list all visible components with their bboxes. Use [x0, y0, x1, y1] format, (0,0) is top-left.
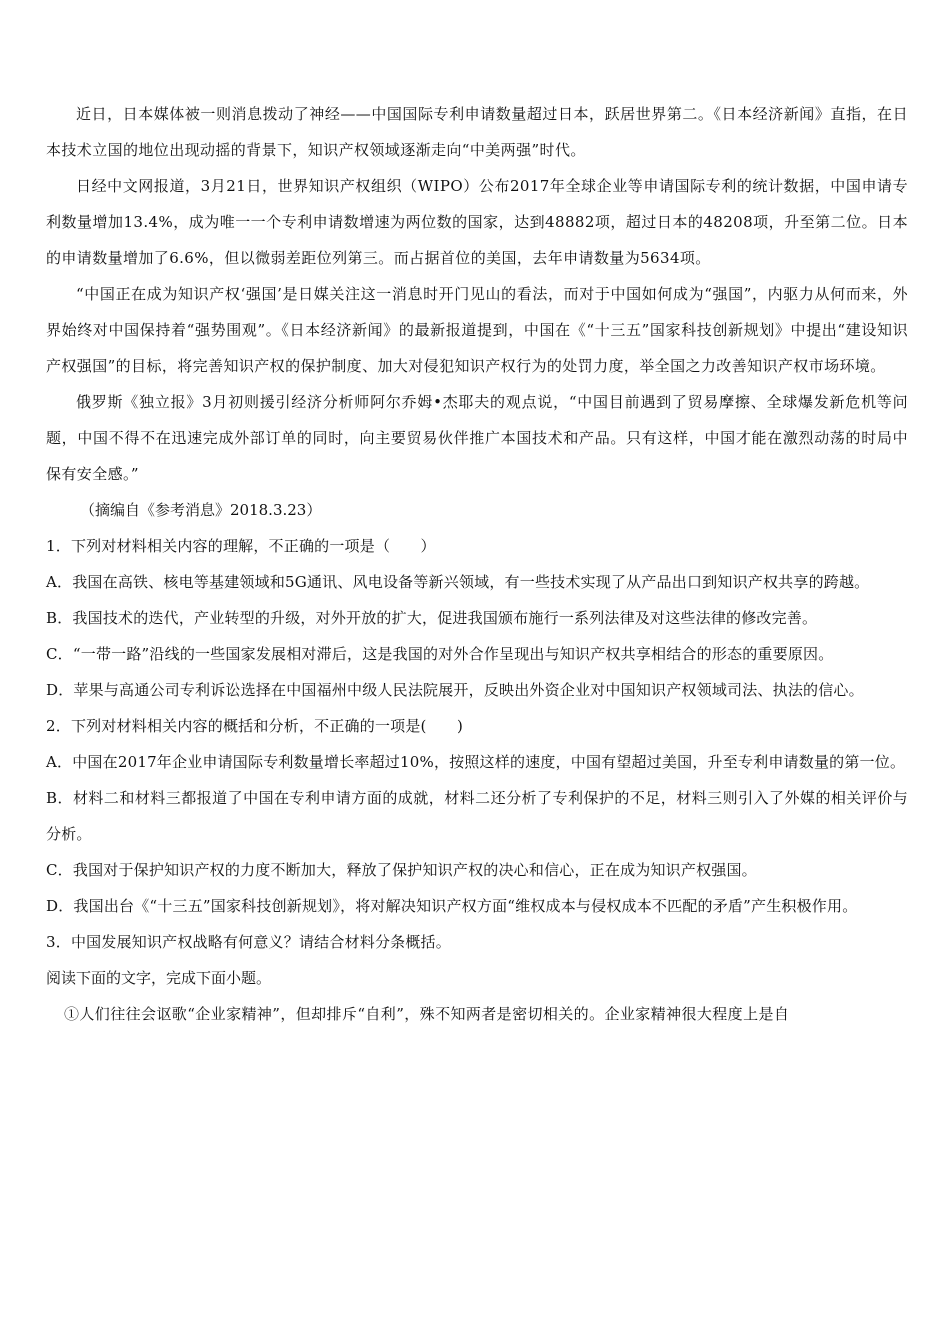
question-1-option-d: D．苹果与高通公司专利诉讼选择在中国福州中级人民法院展开，反映出外资企业对中国知识产权领域司法、执法的信心。	[46, 681, 864, 699]
question-3-stem: 3．中国发展知识产权战略有何意义？请结合材料分条概括。	[46, 933, 451, 951]
passage-paragraph-1: 近日，日本媒体被一则消息拨动了神经——中国国际专利申请数量超过日本，跃居世界第二。《日本经济新闻》直指，在日本技术立国的地位出现动摇的背景下，知识产权领域逐渐走向“中美两强”时代。	[46, 105, 908, 159]
question-1-stem: 1．下列对材料相关内容的理解，不正确的一项是（ ）	[46, 537, 436, 555]
question-1-option-b: B．我国技术的迭代，产业转型的升级，对外开放的扩大，促进我国颁布施行一系列法律及对这些法律的修改完善。	[46, 609, 818, 627]
question-2-option-c: C．我国对于保护知识产权的力度不断加大，释放了保护知识产权的决心和信心，正在成为知识产权强国。	[46, 861, 757, 879]
passage-source: （摘编自《参考消息》2018.3.23）	[80, 501, 322, 519]
passage-paragraph-2: 日经中文网报道，3月21日，世界知识产权组织（WIPO）公布2017年全球企业等申请国际专利的统计数据，中国申请专利数量增加13.4%，成为唯一一个专利申请数增速为两位数的国家，达到48882项，超过日本的48208项，升至第二位。日本的申请数量增加了6.6%，但以微弱差距位列第三。而占据首位的美国，去年申请数量为5634项。	[46, 177, 908, 267]
reading-instruction: 阅读下面的文字，完成下面小题。	[46, 969, 272, 987]
question-2-stem: 2．下列对材料相关内容的概括和分析，不正确的一项是( )	[46, 717, 464, 735]
question-2-option-a: A．中国在2017年企业申请国际专利数量增长率超过10%，按照这样的速度，中国有望超过美国，升至专利申请数量的第一位。	[46, 753, 906, 771]
passage-paragraph-3: “中国正在成为知识产权‘强国’是日媒关注这一消息时开门见山的看法，而对于中国如何成为“强国”，内驱力从何而来，外界始终对中国保持着“强势围观”。《日本经济新闻》的最新报道提到，中国在《“十三五”国家科技创新规划》中提出“建设知识产权强国”的目标，将完善知识产权的保护制度、加大对侵犯知识产权行为的处罚力度，举全国之力改善知识产权市场环境。	[46, 285, 908, 375]
document-page	[46, 96, 908, 1032]
question-1-option-a: A．我国在高铁、核电等基建领域和5G通讯、风电设备等新兴领域，有一些技术实现了从产品出口到知识产权共享的跨越。	[46, 573, 870, 591]
next-passage-paragraph-1: ①人们往往会讴歌“企业家精神”，但却排斥“自利”，殊不知两者是密切相关的。企业家精神很大程度上是自	[64, 1005, 790, 1023]
question-2-option-d: D．我国出台《“十三五”国家科技创新规划》，将对解决知识产权方面“维权成本与侵权成本不匹配的矛盾”产生积极作用。	[46, 897, 858, 915]
question-1-option-c: C．“一带一路”沿线的一些国家发展相对滞后，这是我国的对外合作呈现出与知识产权共享相结合的形态的重要原因。	[46, 645, 834, 663]
passage-paragraph-4: 俄罗斯《独立报》3月初则援引经济分析师阿尔乔姆•杰耶夫的观点说，“中国目前遇到了贸易摩擦、全球爆发新危机等问题，中国不得不在迅速完成外部订单的同时，向主要贸易伙伴推广本国技术和产品。只有这样，中国才能在激烈动荡的时局中保有安全感。”	[46, 393, 908, 483]
question-2-option-b: B．材料二和材料三都报道了中国在专利申请方面的成就，材料二还分析了专利保护的不足，材料三则引入了外媒的相关评价与分析。	[46, 789, 908, 843]
